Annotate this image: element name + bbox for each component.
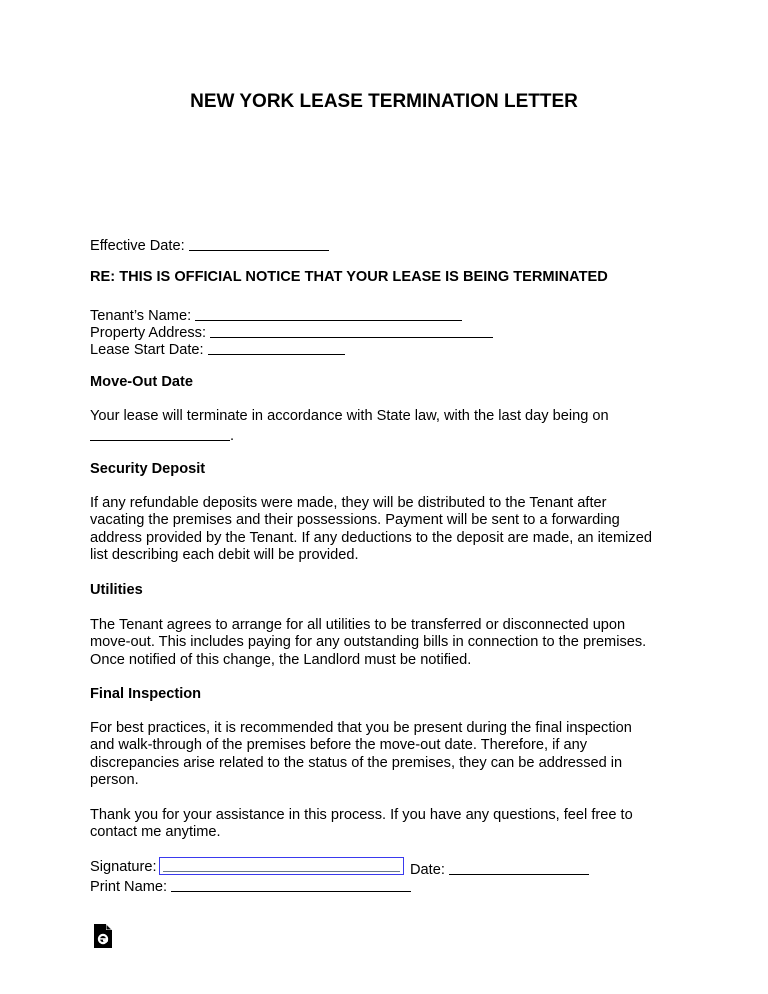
paragraph-line: discrepancies arise related to the status of the premises, they can be addressed in — [90, 754, 623, 771]
section-body-security-deposit — [90, 495, 690, 565]
section-heading-utilities: Utilities — [90, 582, 143, 598]
print-name-blank[interactable] — [171, 877, 411, 892]
print-name-label: Print Name: — [90, 879, 168, 895]
section-body-move-out-date — [90, 408, 690, 446]
date-label: Date: — [410, 862, 445, 878]
tenant-name-blank[interactable] — [195, 306, 462, 321]
paragraph-line: For best practices, it is recommended that you be present during the final inspection — [90, 720, 632, 736]
move-out-date-row: . — [90, 425, 690, 445]
paragraph-line: The Tenant agrees to arrange for all utilities to be transferred or disconnected upon — [90, 617, 626, 633]
signature-input[interactable] — [159, 857, 404, 875]
section-body-utilities — [90, 617, 690, 669]
section-heading-final-inspection: Final Inspection — [90, 686, 202, 702]
lease-start-date-row — [90, 339, 345, 359]
document-title: NEW YORK LEASE TERMINATION LETTER — [190, 91, 578, 112]
property-address-label: Property Address: — [90, 325, 206, 341]
effective-date-row — [90, 235, 329, 255]
move-out-date-blank[interactable] — [90, 426, 230, 441]
property-address-blank[interactable] — [210, 323, 493, 338]
paragraph-line: person. — [90, 772, 139, 789]
section-body-final-inspection — [90, 720, 690, 790]
effective-date-label: Effective Date: — [90, 238, 185, 254]
eforms-logo-icon — [94, 924, 112, 948]
date-row — [410, 859, 589, 879]
date-blank[interactable] — [449, 860, 589, 875]
paragraph-line: vacating the premises and their possessions. Payment will be sent to a forwarding — [90, 512, 620, 529]
paragraph-line: Once notified of this change, the Landlord must be notified. — [90, 651, 472, 668]
re-line: RE: THIS IS OFFICIAL NOTICE THAT YOUR LEASE IS BEING TERMINATED — [90, 269, 608, 285]
paragraph-line: move-out. This includes paying for any outstanding bills in connection to the premises. — [90, 634, 647, 651]
paragraph-line: address provided by the Tenant. If any deductions to the deposit are made, an itemized — [90, 529, 652, 546]
paragraph-line: and walk-through of the premises before the move-out date. Therefore, if any — [90, 737, 588, 754]
lease-start-date-label: Lease Start Date: — [90, 342, 204, 358]
move-out-line: Your lease will terminate in accordance with State law, with the last day being on — [90, 408, 609, 424]
tenant-name-label: Tenant’s Name: — [90, 308, 192, 324]
closing-paragraph — [90, 807, 690, 842]
section-heading-security-deposit: Security Deposit — [90, 461, 206, 477]
paragraph-line: list describing each debit will be provided. — [90, 547, 359, 564]
lease-start-date-blank[interactable] — [208, 340, 345, 355]
signature-label: Signature: — [90, 859, 157, 875]
paragraph-line: contact me anytime. — [90, 824, 221, 841]
paragraph-line: Thank you for your assistance in this process. If you have any questions, feel free to — [90, 807, 633, 823]
paragraph-line: If any refundable deposits were made, they will be distributed to the Tenant after — [90, 495, 607, 511]
signature-underline — [163, 871, 400, 872]
effective-date-blank[interactable] — [189, 236, 329, 251]
print-name-row — [90, 876, 411, 896]
section-heading-move-out-date: Move-Out Date — [90, 374, 193, 390]
